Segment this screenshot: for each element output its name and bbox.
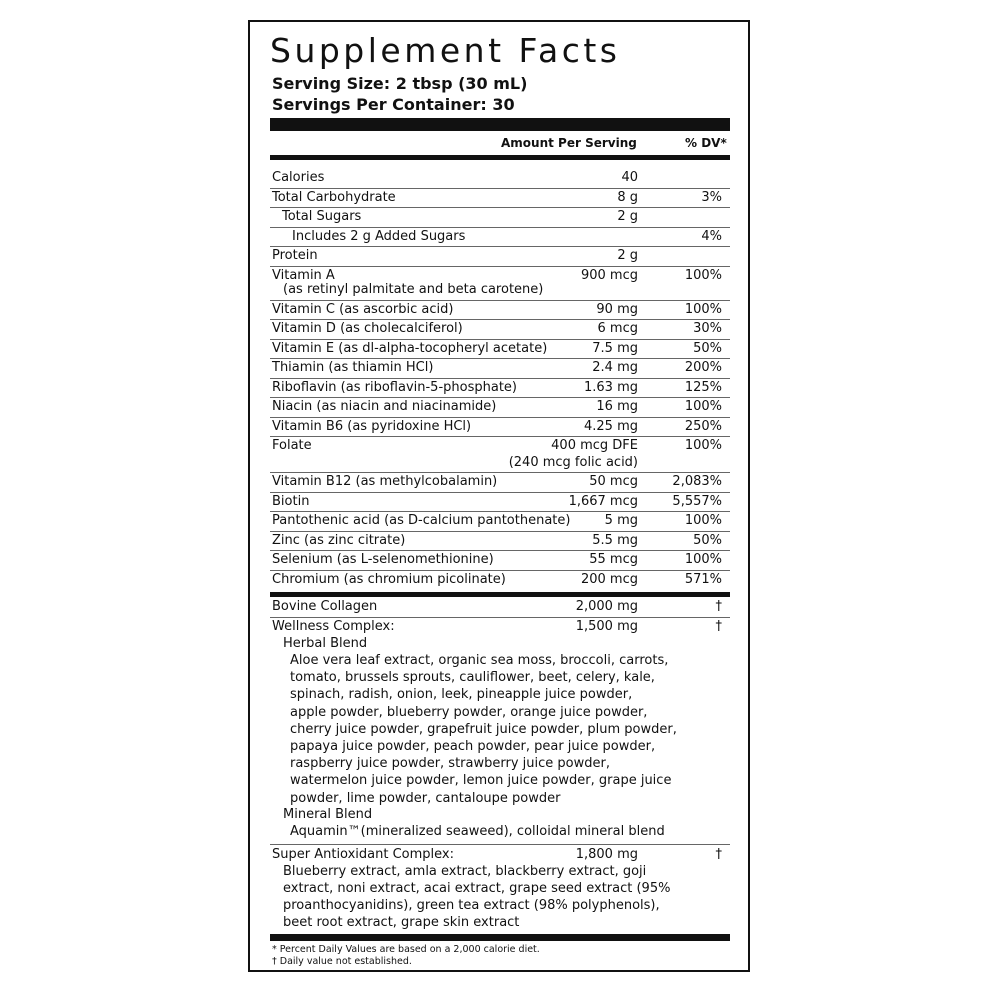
nutrient-name: Folate: [272, 438, 312, 453]
nutrient-amount: 16 mg: [596, 399, 638, 414]
herbal-ingredient-line: papaya juice powder, peach powder, pear juice powder,: [290, 739, 656, 754]
nutrient-dv: 100%: [684, 399, 722, 414]
row-divider: [270, 570, 730, 571]
row-divider: [270, 492, 730, 493]
row-divider: [270, 531, 730, 532]
nutrient-name: Zinc (as zinc citrate): [272, 532, 406, 548]
herbal-ingredient-line: apple powder, blueberry powder, orange juice powder,: [290, 704, 648, 720]
nutrient-name: Pantothenic acid (as D-calcium pantothenate): [272, 513, 571, 528]
serving-size: Serving Size: 2 tbsp (30 mL): [272, 74, 528, 93]
herbal-ingredient-line: Aloe vera leaf extract, organic sea moss, broccoli, carrots,: [290, 653, 669, 668]
nutrient-dv: 2,083%: [672, 474, 722, 489]
row-divider: [270, 844, 730, 845]
row-divider: [270, 378, 730, 379]
row-divider: [270, 246, 730, 247]
footnote-dv: * Percent Daily Values are based on a 2,000 calorie diet.: [272, 944, 540, 955]
amount-header: Amount Per Serving: [501, 136, 637, 150]
nutrient-amount: 5.5 mg: [592, 532, 638, 548]
wellness-dv: †: [715, 619, 722, 634]
antioxidant-ingredient-line: Blueberry extract, amla extract, blackberry extract, goji: [283, 864, 647, 879]
antioxidant-ingredient-line: extract, noni extract, acai extract, grape seed extract (95%: [283, 881, 671, 896]
row-divider: [270, 188, 730, 189]
nutrient-amount: 8 g: [617, 189, 638, 205]
nutrient-amount-note: (240 mcg folic acid): [508, 455, 638, 470]
herbal-ingredient-line: spinach, radish, onion, leek, pineapple juice powder,: [290, 687, 633, 703]
collagen-name: Bovine Collagen: [272, 599, 378, 614]
nutrient-name: Biotin: [272, 493, 310, 509]
nutrient-amount: 40: [621, 170, 638, 185]
row-divider: [270, 207, 730, 208]
blend-divider: [270, 592, 730, 597]
nutrient-amount: 5 mg: [604, 513, 638, 528]
row-divider: [270, 617, 730, 618]
row-divider: [270, 511, 730, 512]
antioxidant-ingredient-line: proanthocyanidins), green tea extract (98% polyphenols),: [283, 898, 660, 913]
nutrient-dv: 5,557%: [672, 493, 722, 509]
nutrient-dv: 100%: [684, 552, 722, 567]
nutrient-dv: 100%: [684, 513, 722, 528]
nutrient-name: Thiamin (as thiamin HCl): [272, 360, 434, 375]
nutrient-source: (as retinyl palmitate and beta carotene): [283, 281, 544, 297]
nutrient-amount: 200 mcg: [580, 571, 638, 587]
nutrient-name: Total Sugars: [282, 209, 362, 224]
nutrient-name: Protein: [272, 248, 318, 263]
nutrient-amount: 400 mcg DFE: [551, 438, 638, 453]
nutrient-amount: 2 g: [617, 248, 638, 263]
nutrient-name: Total Carbohydrate: [272, 189, 396, 205]
nutrient-dv: 100%: [684, 301, 722, 317]
antioxidant-ingredient-line: beet root extract, grape skin extract: [283, 915, 520, 930]
nutrient-name: Vitamin B12 (as methylcobalamin): [272, 474, 498, 489]
row-divider: [270, 417, 730, 418]
herbal-ingredient-line: cherry juice powder, grapefruit juice powder, plum powder,: [290, 721, 677, 737]
row-divider: [270, 266, 730, 267]
nutrient-name: Vitamin C (as ascorbic acid): [272, 301, 454, 317]
footnote-dagger: † Daily value not established.: [272, 956, 412, 967]
nutrient-dv: 200%: [684, 360, 722, 375]
header-divider: [270, 155, 730, 160]
nutrient-dv: 30%: [693, 321, 722, 336]
nutrient-dv: 571%: [684, 571, 722, 587]
nutrient-name: Calories: [272, 170, 325, 185]
collagen-amount: 2,000 mg: [575, 599, 638, 614]
nutrient-amount: 2.4 mg: [592, 360, 638, 375]
nutrient-dv: 100%: [684, 267, 722, 283]
nutrient-dv: 3%: [701, 189, 722, 205]
nutrient-amount: 7.5 mg: [592, 340, 638, 356]
row-divider: [270, 339, 730, 340]
herbal-ingredient-line: tomato, brussels sprouts, cauliflower, beet, celery, kale,: [290, 670, 655, 686]
nutrient-dv: 250%: [684, 418, 722, 434]
nutrient-amount: 900 mcg: [580, 267, 638, 283]
thick-divider-bottom: [270, 934, 730, 941]
nutrient-dv: 50%: [693, 340, 722, 356]
row-divider: [270, 397, 730, 398]
nutrient-dv: 125%: [684, 379, 722, 395]
nutrient-name: Includes 2 g Added Sugars: [292, 228, 466, 244]
row-divider: [270, 227, 730, 228]
dv-header: % DV*: [685, 136, 727, 150]
row-divider: [270, 436, 730, 437]
wellness-name: Wellness Complex:: [272, 619, 395, 634]
supplement-facts-panel: [248, 20, 750, 972]
nutrient-name: Vitamin E (as dl-alpha-tocopheryl acetate): [272, 340, 548, 356]
mineral-blend-title: Mineral Blend: [283, 807, 373, 822]
wellness-amount: 1,500 mg: [575, 619, 638, 634]
herbal-ingredient-line: watermelon juice powder, lemon juice powder, grape juice: [290, 773, 672, 789]
row-divider: [270, 550, 730, 551]
nutrient-dv: 4%: [701, 228, 722, 244]
nutrient-amount: 2 g: [617, 209, 638, 224]
herbal-blend-title: Herbal Blend: [283, 636, 368, 651]
nutrient-name: Chromium (as chromium picolinate): [272, 571, 506, 587]
row-divider: [270, 319, 730, 320]
nutrient-name: Riboflavin (as riboflavin-5-phosphate): [272, 379, 517, 395]
nutrient-amount: 6 mcg: [597, 321, 638, 336]
nutrient-name: Selenium (as L-selenomethionine): [272, 552, 494, 567]
mineral-ingredient-line: Aquamin™(mineralized seaweed), colloidal mineral blend: [290, 824, 665, 839]
row-divider: [270, 472, 730, 473]
collagen-dv: †: [715, 599, 722, 614]
nutrient-amount: 1,667 mcg: [568, 493, 638, 509]
nutrient-amount: 1.63 mg: [584, 379, 638, 395]
nutrient-name: Vitamin B6 (as pyridoxine HCl): [272, 418, 472, 434]
antioxidant-dv: †: [715, 847, 722, 862]
nutrient-amount: 50 mcg: [589, 474, 638, 489]
herbal-ingredient-line: powder, lime powder, cantaloupe powder: [290, 790, 561, 806]
nutrient-amount: 90 mg: [596, 301, 638, 317]
herbal-ingredient-line: raspberry juice powder, strawberry juice powder,: [290, 756, 610, 772]
nutrient-name: Vitamin D (as cholecalciferol): [272, 321, 463, 336]
nutrient-name: Vitamin A: [272, 267, 335, 283]
nutrient-name: Niacin (as niacin and niacinamide): [272, 399, 497, 414]
thick-divider-top: [270, 118, 730, 131]
row-divider: [270, 300, 730, 301]
row-divider: [270, 358, 730, 359]
servings-per-container: Servings Per Container: 30: [272, 95, 515, 114]
nutrient-amount: 4.25 mg: [584, 418, 638, 434]
nutrient-dv: 100%: [684, 438, 722, 453]
panel-title: Supplement Facts: [270, 31, 621, 70]
nutrient-amount: 55 mcg: [589, 552, 638, 567]
antioxidant-amount: 1,800 mg: [575, 847, 638, 862]
antioxidant-name: Super Antioxidant Complex:: [272, 847, 455, 862]
nutrient-dv: 50%: [693, 532, 722, 548]
